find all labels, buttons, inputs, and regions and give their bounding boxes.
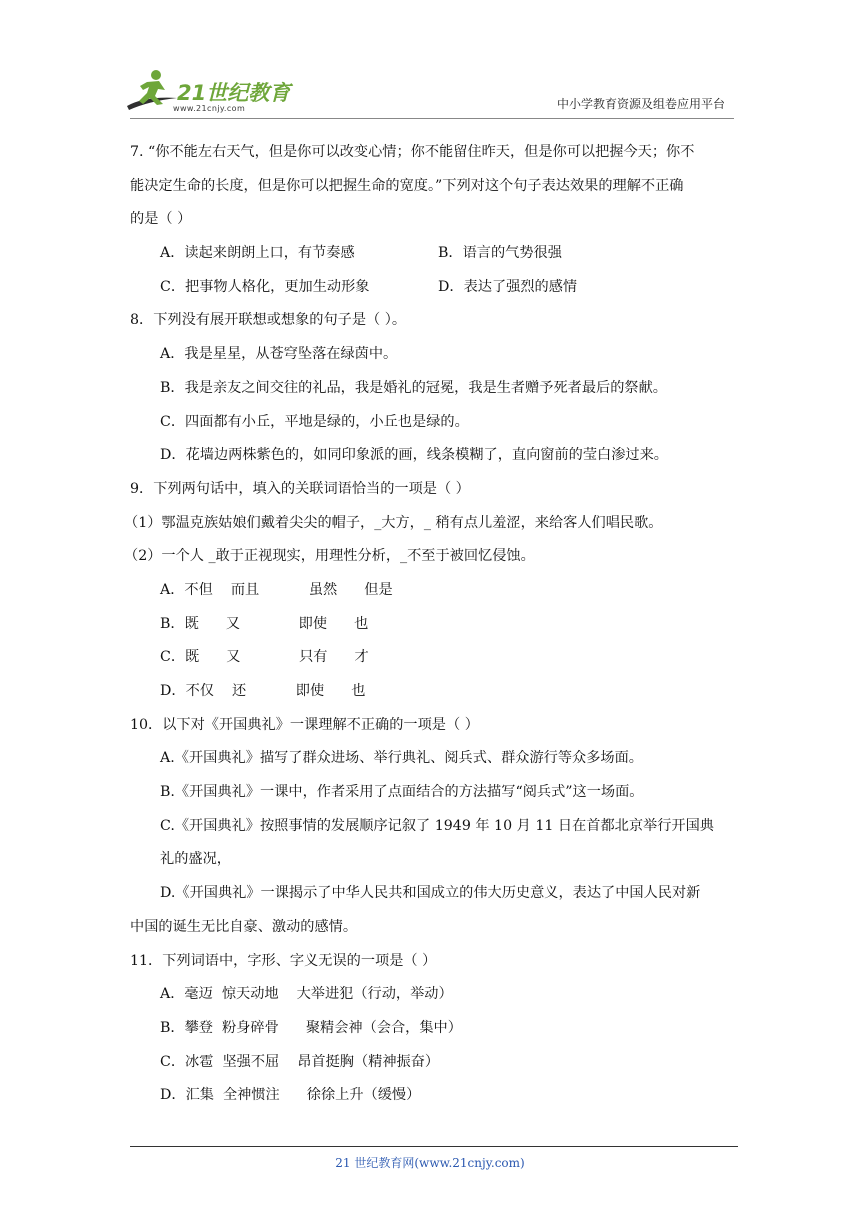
option-d-continued: 中国的诞生无比自豪、激动的感情。 [130,918,358,935]
question-11 [130,945,735,1113]
logo-text: 21世纪教育 [177,81,291,105]
option-b: B．既 又 即使 也 [160,615,369,632]
question-list [124,136,735,1113]
option-d: D．汇集 全神惯注 徐徐上升（缓慢） [160,1087,421,1104]
question-7 [130,136,735,304]
question-stem: 9．下列两句话中，填入的关联词语恰当的一项是（ ） [130,480,470,497]
option-b: B.《开国典礼》一课中，作者采用了点面结合的方法描写“阅兵式”这一场面。 [160,784,644,801]
option-c: C.《开国典礼》按照事情的发展顺序记叙了 1949 年 10 月 11 日在首都北京举行开国典 [160,817,714,834]
option-b: B．攀登 粉身碎骨 聚精会神（会合，集中） [160,1019,462,1036]
question-9 [124,473,735,709]
page-header [125,68,735,118]
option-c: C．把事物人格化，更加生动形象 [160,278,370,295]
option-a: A．读起来朗朗上口，有节奏感 [160,245,355,262]
footer-link[interactable]: 21 世纪教育网(www.21cnjy.com) [335,1156,525,1170]
question-stem: 10．以下对《开国典礼》一课理解不正确的一项是（ ） [130,716,479,733]
option-d: D．花墙边两株紫色的，如同印象派的画，线条模糊了，直向窗前的莹白渗过来。 [160,447,668,464]
question-10 [130,709,735,945]
logo-url: www.21cnjy.com [173,104,246,113]
option-c: C．既 又 只有 才 [160,649,369,666]
option-b: B．我是亲友之间交往的礼品，我是婚礼的冠冕，我是生者赠予死者最后的祭献。 [160,379,667,396]
platform-title: 中小学教育资源及组卷应用平台 [556,97,725,111]
option-b: B．语言的气势很强 [438,245,562,262]
sentence-2: （2）一个人 _敢于正视现实，用理性分析，_不至于被回忆侵蚀。 [124,548,535,565]
option-a: A．我是星星，从苍穹坠落在绿茵中。 [160,346,398,363]
footer-divider [130,1146,738,1147]
question-8 [130,304,735,472]
option-c-continued: 礼的盛况， [160,851,231,868]
question-stem: 8．下列没有展开联想或想象的句子是（ ）。 [130,312,407,329]
question-stem: 能决定生命的长度，但是你可以把握生命的宽度。”下列对这个句子表达效果的理解不正确 [130,177,684,194]
question-stem: 7. “你不能左右天气，但是你可以改变心情；你不能留住昨天，但是你可以把握今天；你不 [130,144,695,160]
option-a: A．不但 而且 虽然 但是 [160,581,393,598]
option-a: A.《开国典礼》描写了群众进场、举行典礼、阅兵式、群众游行等众多场面。 [160,750,643,767]
option-c: C．冰雹 坚强不屈 昂首挺胸（精神振奋） [160,1053,440,1070]
option-d: D．表达了强烈的感情 [438,278,578,295]
question-stem: 11．下列词语中，字形、字义无误的一项是（ ） [130,952,437,969]
header-divider [130,118,734,119]
option-row [130,271,735,305]
runner-logo-icon [125,68,179,114]
option-d: D.《开国典礼》一课揭示了中华人民共和国成立的伟大历史意义，表达了中国人民对新 [160,885,701,902]
option-row [130,237,735,271]
option-c: C．四面都有小丘，平地是绿的，小丘也是绿的。 [160,413,469,430]
option-d: D．不仅 还 即使 也 [160,683,366,699]
sentence-1: （1）鄂温克族姑娘们戴着尖尖的帽子，_大方，_ 稍有点儿羞涩，来给客人们唱民歌。 [124,514,663,531]
question-stem: 的是（ ） [130,211,192,228]
option-a: A．毫迈 惊天动地 大举进犯（行动，举动） [160,986,453,1003]
